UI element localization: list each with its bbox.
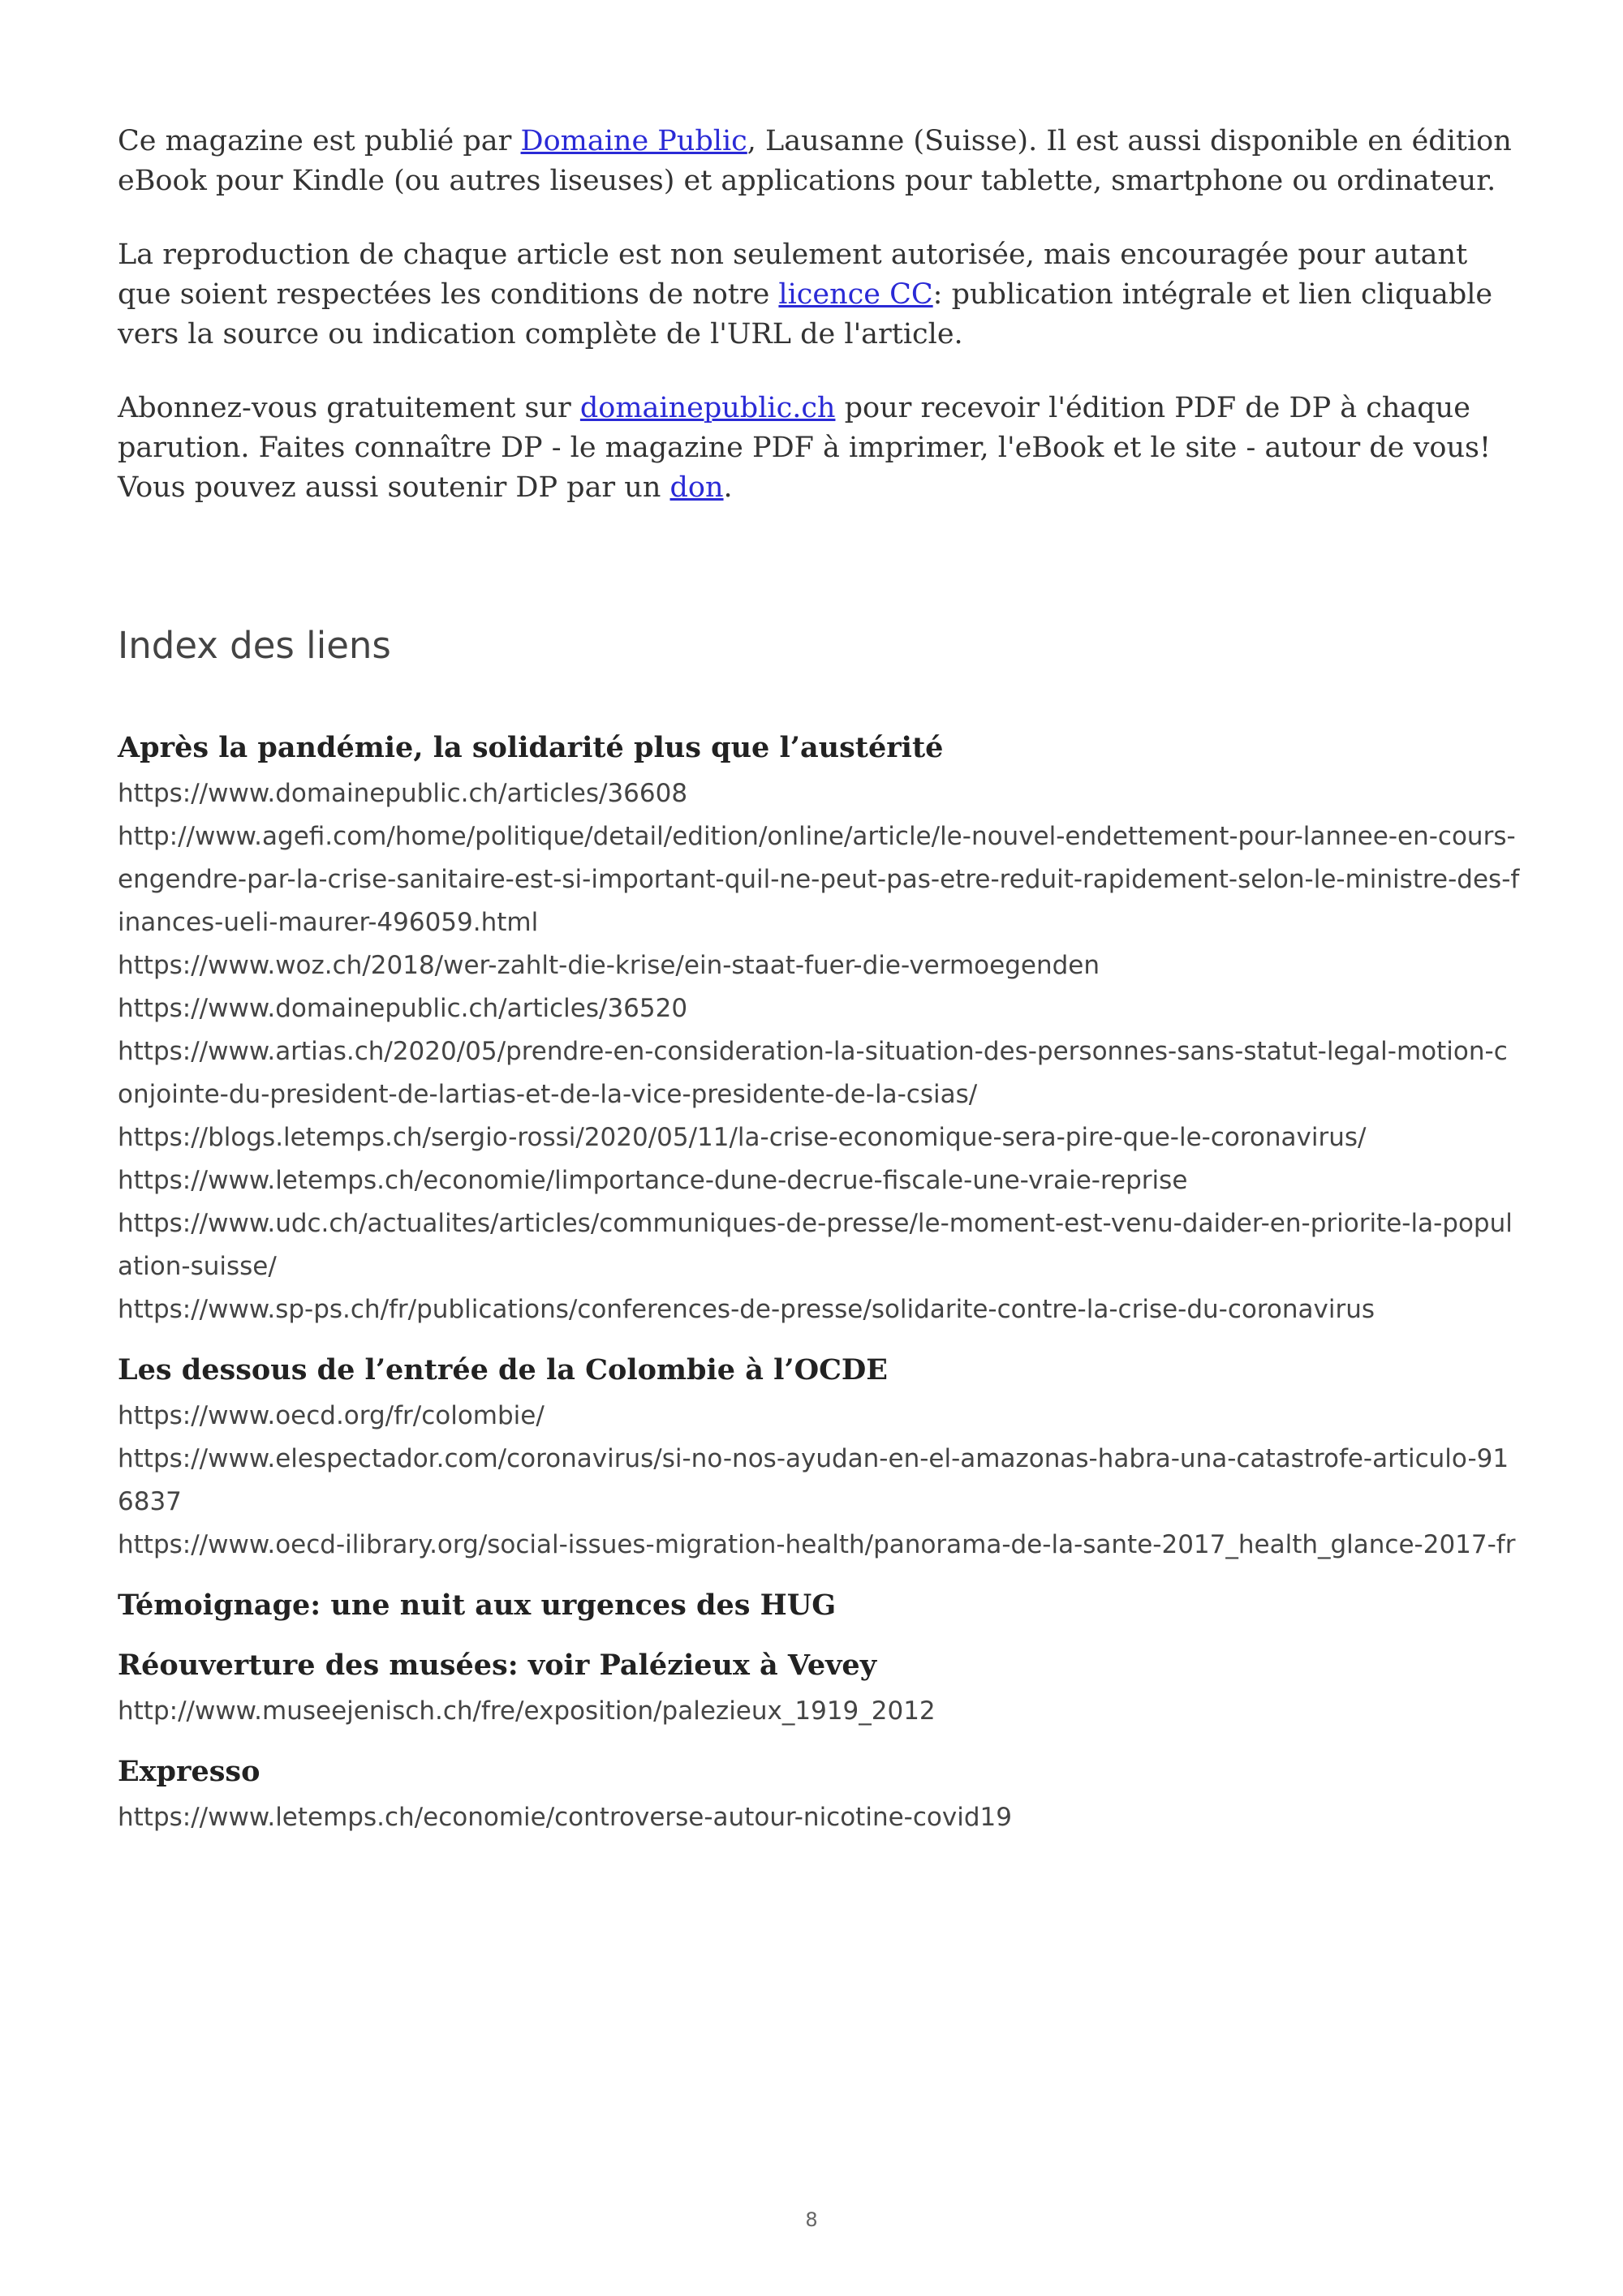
intro-paragraph-subscribe [118, 389, 1522, 508]
index-link[interactable]: https://www.letemps.ch/economie/limportance-dune-decrue-fiscale-une-vraie-reprise [118, 1166, 1188, 1195]
index-link[interactable]: http://www.museejenisch.ch/fre/exposition/palezieux_1919_2012 [118, 1696, 936, 1726]
index-section-title: Les dessous de l’entrée de la Colombie à l’OCDE [118, 1353, 888, 1387]
index-title: Index des liens [118, 624, 391, 667]
index-link[interactable]: https://www.artias.ch/2020/05/prendre-en-consideration-la-situation-des-personnes-sans-statut-legal-motion-conjointe-du-president-de-lartias-et-de-la-vice-presidente-de-la-csias/ [118, 1037, 1508, 1109]
index-section [118, 727, 1522, 1331]
index-link[interactable]: https://www.sp-ps.ch/fr/publications/conferences-de-presse/solidarite-contre-la-crise-du-coronavirus [118, 1295, 1375, 1324]
intro-paragraph-license [118, 235, 1522, 355]
don-link[interactable]: don [669, 471, 724, 504]
intro-p1-text-after: , Lausanne (Suisse). Il est aussi disponible en édition eBook pour Kindle (ou autres liseuses) et applications pour tablette, smartphone ou ordinateur. [118, 125, 1512, 197]
domaine-public-link[interactable]: Domaine Public [520, 125, 747, 157]
intro-p2-text-after: : publication intégrale et lien cliquable vers la source ou indication complète de l'URL de l'article. [118, 278, 1493, 350]
index-link[interactable]: https://www.oecd.org/fr/colombie/ [118, 1401, 545, 1430]
index-section [118, 1349, 1522, 1567]
index-link[interactable]: https://www.letemps.ch/economie/controverse-autour-nicotine-covid19 [118, 1803, 1012, 1832]
index-section [118, 1645, 1522, 1733]
index-link[interactable]: https://blogs.letemps.ch/sergio-rossi/2020/05/11/la-crise-economique-sera-pire-que-le-coronavirus/ [118, 1123, 1367, 1152]
index-link[interactable]: https://www.woz.ch/2018/wer-zahlt-die-krise/ein-staat-fuer-die-vermoegenden [118, 951, 1100, 980]
index-link[interactable]: https://www.udc.ch/actualites/articles/communiques-de-presse/le-moment-est-venu-daider-en-priorite-la-population-suisse/ [118, 1209, 1513, 1281]
intro-p3-text-before: Abonnez-vous gratuitement sur [118, 392, 580, 424]
intro-paragraph-publisher [118, 122, 1522, 201]
index-link[interactable]: http://www.agefi.com/home/politique/detail/edition/online/article/le-nouvel-endettement-pour-lannee-en-cours-engendre-par-la-crise-sanitaire-est-si-important-quil-ne-peut-pas-etre-reduit-rapidement-selon-le-ministre-des-finances-ueli-maurer-496059.html [118, 822, 1520, 937]
intro-p1-text-before: Ce magazine est publié par [118, 125, 521, 157]
intro-p3-text-middle: pour recevoir l'édition PDF de DP à chaque parution. Faites connaître DP - le magazine PDF à imprimer, l'eBook et le site - autour de vous! Vous pouvez aussi soutenir DP par un [118, 392, 1492, 504]
index-section-title: Après la pandémie, la solidarité plus que l’austérité [118, 731, 944, 764]
page-number: 8 [805, 2208, 818, 2231]
index-sections [118, 727, 1522, 1839]
index-link[interactable]: https://www.domainepublic.ch/articles/36608 [118, 779, 688, 808]
index-link[interactable]: https://www.elespectador.com/coronavirus/si-no-nos-ayudan-en-el-amazonas-habra-una-catastrofe-articulo-916837 [118, 1444, 1509, 1516]
intro-p2-text-before: La reproduction de chaque article est non seulement autorisée, mais encouragée pour autant que soient respectées les conditions de notre [118, 239, 1468, 311]
index-section [118, 1584, 1522, 1627]
index-section-title: Expresso [118, 1755, 260, 1788]
document-page [118, 122, 1522, 1857]
index-section [118, 1751, 1522, 1839]
index-section-title: Témoignage: une nuit aux urgences des HUG [118, 1589, 837, 1622]
intro-p3-text-after: . [723, 471, 733, 504]
index-section-title: Réouverture des musées: voir Palézieux à Vevey [118, 1649, 877, 1682]
domainepublic-link[interactable]: domainepublic.ch [579, 392, 836, 424]
index-link[interactable]: https://www.domainepublic.ch/articles/36520 [118, 994, 688, 1023]
licence-cc-link[interactable]: licence CC [778, 278, 933, 311]
index-link[interactable]: https://www.oecd-ilibrary.org/social-issues-migration-health/panorama-de-la-sante-2017_health_glance-2017-fr [118, 1530, 1516, 1559]
